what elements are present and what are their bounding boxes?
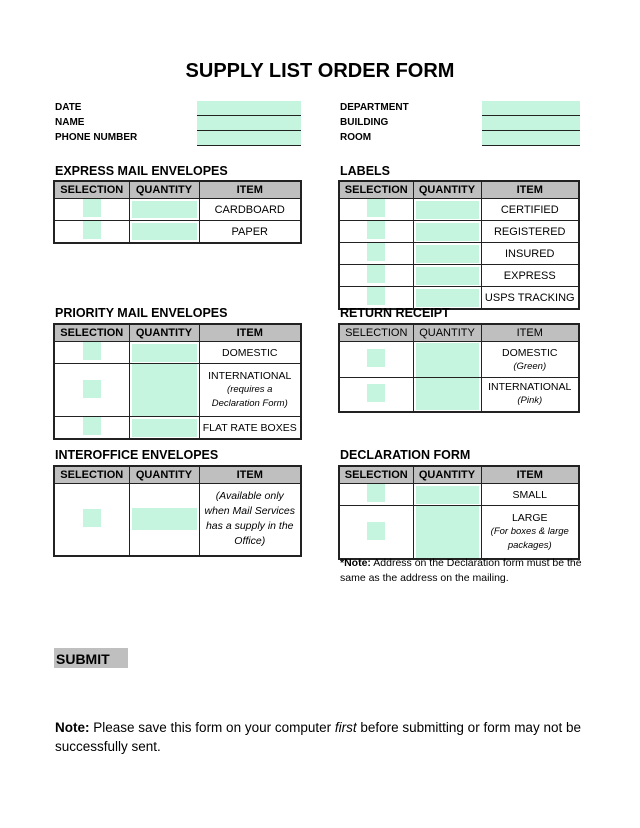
rr-domestic-label: DOMESTIC <box>502 346 558 359</box>
quantity-cell <box>413 221 481 243</box>
paper-checkbox[interactable] <box>83 221 101 239</box>
rr-domestic-note: (Green) <box>513 360 547 372</box>
interoffice-quantity[interactable] <box>132 508 197 530</box>
item-cell <box>481 342 579 378</box>
flat-rate-checkbox[interactable] <box>83 417 101 435</box>
international-quantity[interactable] <box>132 364 197 416</box>
quantity-cell <box>413 506 481 560</box>
footer-text-2: before submitting or form may not be successfully sent. <box>55 720 581 754</box>
col-item: ITEM <box>481 324 579 342</box>
col-item: ITEM <box>481 466 579 484</box>
selection-cell <box>339 221 413 243</box>
room-label: ROOM <box>340 132 372 143</box>
flat-rate-quantity[interactable] <box>132 419 197 437</box>
selection-cell <box>339 342 413 378</box>
col-selection: SELECTION <box>339 466 413 484</box>
col-item: ITEM <box>199 324 301 342</box>
department-field[interactable] <box>482 101 580 116</box>
item-cell: SMALL <box>481 484 579 506</box>
quantity-cell <box>413 199 481 221</box>
col-selection: SELECTION <box>54 466 129 484</box>
quantity-cell <box>129 417 199 440</box>
footer-text-italic: first <box>334 720 357 735</box>
col-selection: SELECTION <box>54 181 129 199</box>
item-cell: USPS TRACKING <box>481 287 579 310</box>
item-cell <box>481 378 579 412</box>
selection-cell <box>339 506 413 560</box>
return-receipt-title: RETURN RECEIPT <box>340 306 450 320</box>
interoffice-title: INTEROFFICE ENVELOPES <box>55 448 219 462</box>
small-quantity[interactable] <box>416 486 479 504</box>
quantity-cell <box>129 342 199 364</box>
building-label: BUILDING <box>340 117 389 128</box>
rr-domestic-checkbox[interactable] <box>367 349 385 367</box>
name-label: NAME <box>55 117 85 128</box>
selection-cell <box>339 265 413 287</box>
selection-cell <box>54 221 129 244</box>
item-cell: INSURED <box>481 243 579 265</box>
return-receipt-table <box>338 323 580 413</box>
col-quantity: QUANTITY <box>129 324 199 342</box>
item-cell: CERTIFIED <box>481 199 579 221</box>
express-checkbox[interactable] <box>367 265 385 283</box>
quantity-cell <box>129 364 199 417</box>
selection-cell <box>339 199 413 221</box>
large-label: LARGE <box>511 512 548 524</box>
department-label: DEPARTMENT <box>340 102 409 113</box>
phone-label: PHONE NUMBER <box>55 132 138 143</box>
col-selection: SELECTION <box>339 324 413 342</box>
large-checkbox[interactable] <box>367 522 385 540</box>
domestic-checkbox[interactable] <box>83 342 101 360</box>
declaration-title: DECLARATION FORM <box>340 448 471 462</box>
item-cell: DOMESTIC <box>199 342 301 364</box>
selection-cell <box>54 364 129 417</box>
declaration-table <box>338 465 580 560</box>
item-cell <box>199 484 301 556</box>
item-cell <box>199 364 301 417</box>
col-item: ITEM <box>199 466 301 484</box>
declaration-note <box>340 556 590 586</box>
selection-cell <box>54 484 129 556</box>
rr-international-note: (Pink) <box>517 395 543 407</box>
footer-note-bold: Note: <box>55 720 90 735</box>
express-title: EXPRESS MAIL ENVELOPES <box>55 164 228 178</box>
col-quantity: QUANTITY <box>129 466 199 484</box>
rr-international-checkbox[interactable] <box>367 384 385 402</box>
usps-tracking-checkbox[interactable] <box>367 287 385 305</box>
international-label: INTERNATIONAL <box>208 370 292 382</box>
international-checkbox[interactable] <box>83 380 101 398</box>
selection-cell <box>339 484 413 506</box>
quantity-cell <box>129 484 199 556</box>
small-checkbox[interactable] <box>367 484 385 502</box>
rr-international-label: INTERNATIONAL <box>488 381 572 394</box>
selection-cell <box>339 243 413 265</box>
large-note: (For boxes & large packages) <box>490 526 569 551</box>
phone-field[interactable] <box>197 131 301 146</box>
certified-quantity[interactable] <box>416 201 479 219</box>
cardboard-checkbox[interactable] <box>83 199 101 217</box>
date-label: DATE <box>55 102 82 113</box>
col-quantity: QUANTITY <box>413 324 481 342</box>
cardboard-quantity[interactable] <box>132 201 197 218</box>
quantity-cell <box>413 484 481 506</box>
registered-checkbox[interactable] <box>367 221 385 239</box>
quantity-cell <box>129 221 199 244</box>
declaration-note-bold: *Note: <box>340 557 371 569</box>
building-field[interactable] <box>482 116 580 131</box>
insured-quantity[interactable] <box>416 245 479 263</box>
item-cell <box>481 506 579 560</box>
col-quantity: QUANTITY <box>413 181 481 199</box>
interoffice-table <box>53 465 302 557</box>
priority-table <box>53 323 302 440</box>
certified-checkbox[interactable] <box>367 199 385 217</box>
quantity-cell <box>413 378 481 412</box>
declaration-note-text: Address on the Declaration form must be the same as the address on the mailing. <box>340 557 582 584</box>
col-selection: SELECTION <box>339 181 413 199</box>
item-cell: REGISTERED <box>481 221 579 243</box>
quantity-cell <box>129 199 199 221</box>
page-title: SUPPLY LIST ORDER FORM <box>185 60 455 82</box>
labels-title: LABELS <box>340 164 390 178</box>
item-cell: EXPRESS <box>481 265 579 287</box>
col-item: ITEM <box>199 181 301 199</box>
domestic-quantity[interactable] <box>132 344 197 362</box>
footer-note <box>55 718 595 756</box>
selection-cell <box>54 417 129 440</box>
room-field[interactable] <box>482 131 580 146</box>
rr-international-quantity[interactable] <box>416 378 479 410</box>
priority-title: PRIORITY MAIL ENVELOPES <box>55 306 228 320</box>
quantity-cell <box>413 265 481 287</box>
col-item: ITEM <box>481 181 579 199</box>
quantity-cell <box>413 342 481 378</box>
selection-cell <box>54 342 129 364</box>
paper-quantity[interactable] <box>132 223 197 240</box>
item-cell: CARDBOARD <box>199 199 301 221</box>
registered-quantity[interactable] <box>416 223 479 241</box>
interoffice-checkbox[interactable] <box>83 509 101 527</box>
express-table <box>53 180 302 244</box>
large-quantity[interactable] <box>416 506 479 558</box>
insured-checkbox[interactable] <box>367 243 385 261</box>
item-cell: FLAT RATE BOXES <box>199 417 301 440</box>
labels-table <box>338 180 580 310</box>
interoffice-note: (Available only when Mail Services has a supply in the Office) <box>204 490 295 548</box>
quantity-cell <box>413 243 481 265</box>
international-note: (requires a Declaration Form) <box>211 384 288 409</box>
usps-tracking-quantity[interactable] <box>416 289 479 307</box>
col-quantity: QUANTITY <box>129 181 199 199</box>
express-quantity[interactable] <box>416 267 479 285</box>
selection-cell <box>339 378 413 412</box>
name-field[interactable] <box>197 116 301 131</box>
footer-text-1: Please save this form on your computer <box>89 720 335 735</box>
col-quantity: QUANTITY <box>413 466 481 484</box>
rr-domestic-quantity[interactable] <box>416 343 479 377</box>
date-field[interactable] <box>197 101 301 116</box>
col-selection: SELECTION <box>54 324 129 342</box>
selection-cell <box>54 199 129 221</box>
submit-button[interactable]: SUBMIT <box>54 648 128 668</box>
item-cell: PAPER <box>199 221 301 244</box>
